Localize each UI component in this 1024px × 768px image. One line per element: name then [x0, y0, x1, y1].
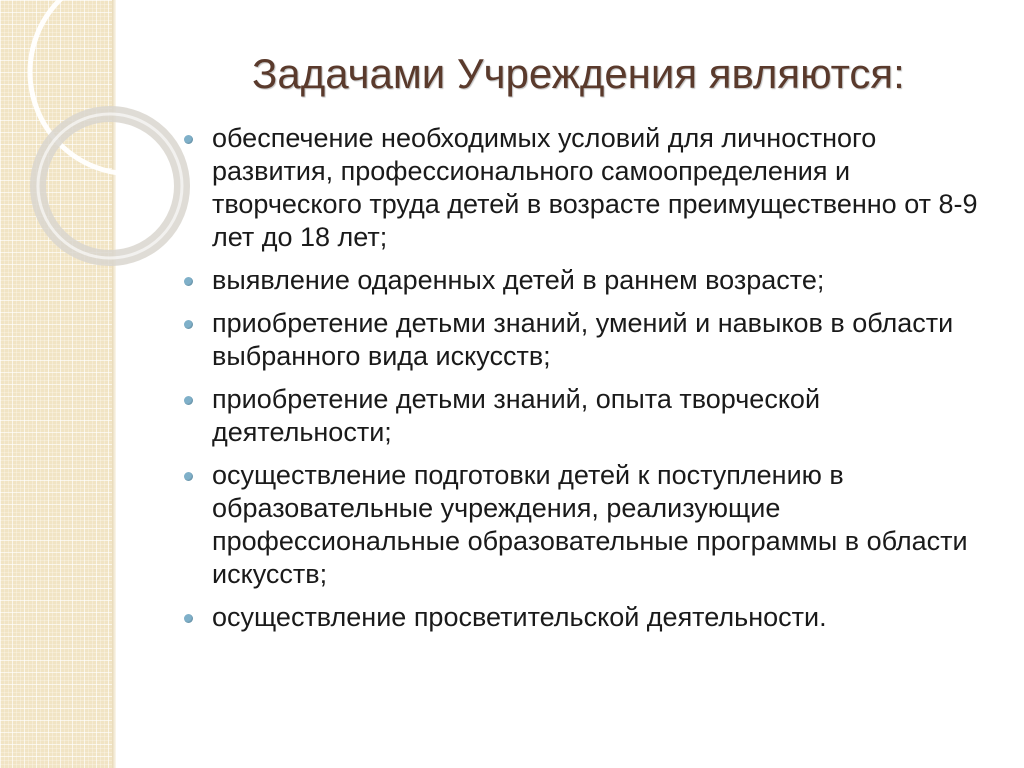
list-item-text: приобретение детьми знаний, опыта творческой деятельности; — [212, 384, 821, 447]
bullet-dot-icon — [184, 396, 193, 405]
bullet-dot-icon — [184, 135, 193, 144]
bullet-dot-icon — [184, 472, 193, 481]
list-item — [180, 459, 992, 591]
list-item-text: осуществление подготовки детей к поступлению в образовательные учреждения, реализующие профессиональные образовательные программы в области искусств; — [212, 460, 968, 589]
list-item — [180, 601, 992, 634]
list-item — [180, 307, 992, 373]
list-item-text: приобретение детьми знаний, умений и навыков в области выбранного вида искусств; — [212, 308, 954, 371]
list-item-text: обеспечение необходимых условий для личностного развития, профессионального самоопределения и творческого труда детей в возрасте преимущественно от 8-9 лет до 18 лет; — [212, 123, 978, 252]
list-item-text: выявление одаренных детей в раннем возрасте; — [212, 265, 825, 295]
list-item — [180, 264, 992, 297]
slide-title: Задачами Учреждения являются: — [252, 50, 905, 97]
bullet-dot-icon — [184, 320, 193, 329]
list-item — [180, 383, 992, 449]
list-item — [180, 122, 992, 254]
bullet-dot-icon — [184, 614, 193, 623]
list-item-text: осуществление просветительской деятельности. — [212, 602, 827, 632]
bullet-list — [180, 122, 992, 644]
bullet-dot-icon — [184, 277, 193, 286]
